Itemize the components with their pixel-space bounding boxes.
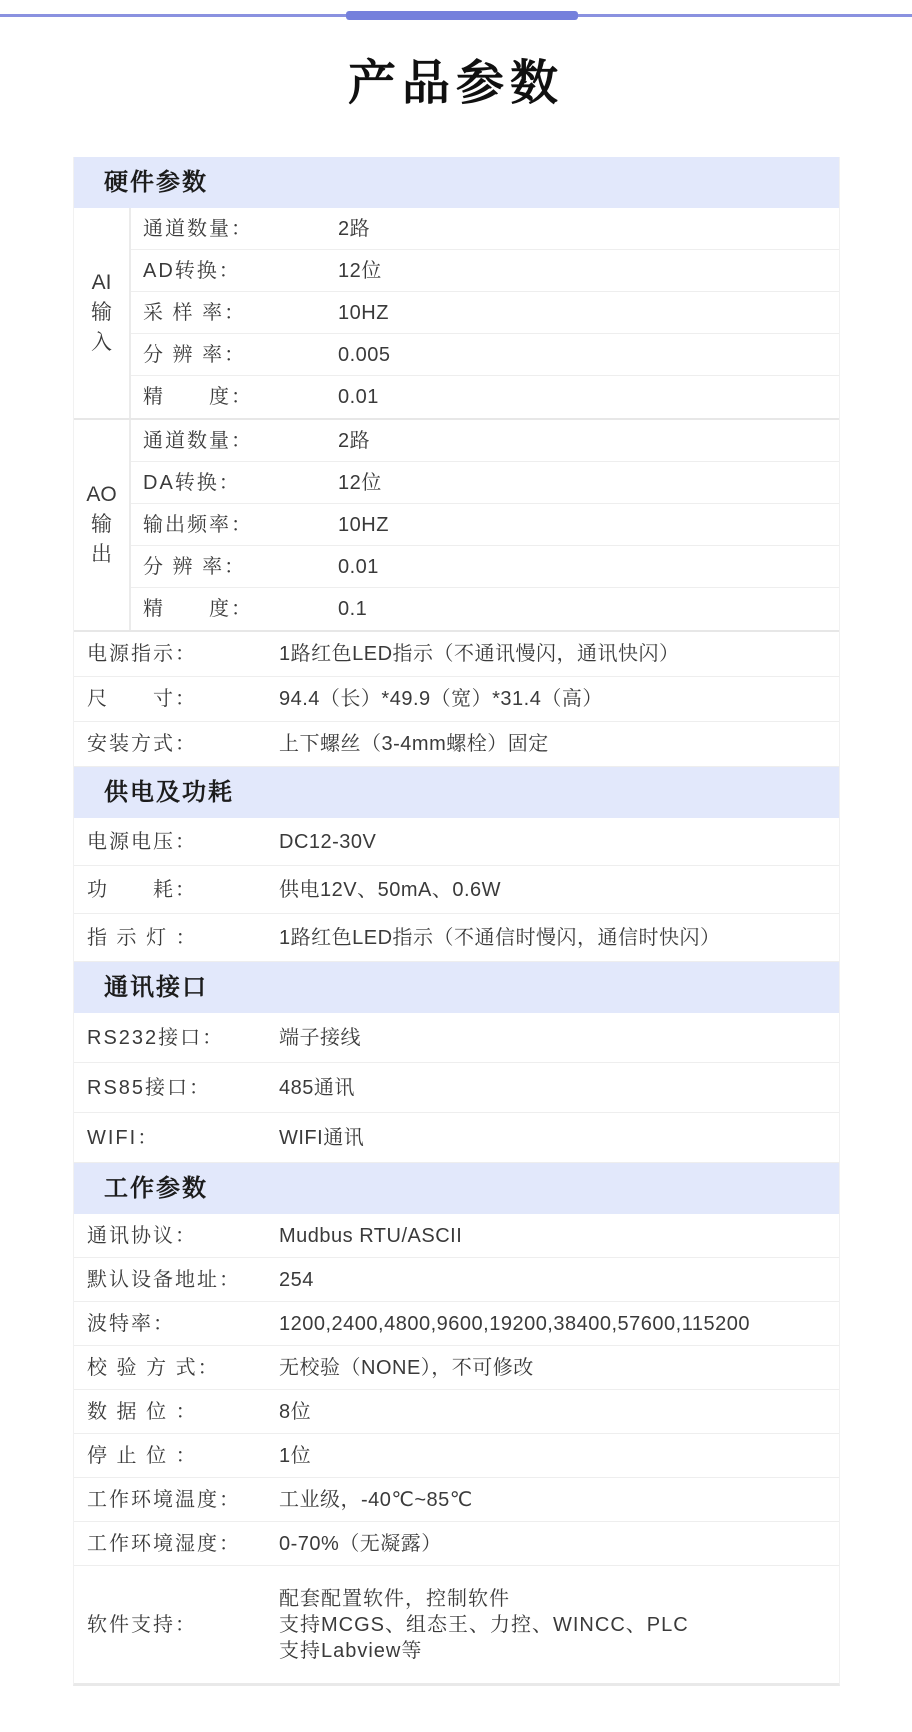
spec-value: 2路 — [338, 218, 371, 240]
spec-label: 停 止 位 ： — [87, 1445, 198, 1467]
spec-row — [74, 866, 839, 914]
spec-row — [74, 677, 839, 722]
spec-value: 10HZ — [338, 302, 389, 324]
spec-row — [131, 334, 839, 376]
spec-label: 通道数量： — [143, 218, 253, 240]
spec-value: 8位 — [279, 1401, 312, 1423]
spec-value: 485通讯 — [279, 1077, 355, 1099]
span-line: 入 — [91, 331, 112, 354]
software-support-line: 支持Labview等 — [279, 1639, 423, 1662]
comm-rows — [74, 1013, 839, 1163]
spec-value: 1200,2400,4800,9600,19200,38400,57600,115200 — [279, 1313, 750, 1335]
spec-row — [74, 1346, 839, 1390]
spec-row — [131, 588, 839, 630]
spec-label: 精 度： — [143, 598, 253, 620]
spec-value: WIFI通讯 — [279, 1127, 365, 1149]
spec-value: 10HZ — [338, 514, 389, 536]
spec-value: 254 — [279, 1269, 314, 1291]
spec-row — [74, 1258, 839, 1302]
spec-row — [74, 818, 839, 866]
spec-value: Mudbus RTU/ASCII — [279, 1225, 463, 1247]
spec-label: AD转换： — [143, 260, 241, 282]
spec-label: 功 耗： — [87, 879, 197, 901]
spec-value: 工业级，-40℃~85℃ — [279, 1489, 473, 1511]
spec-row — [74, 914, 839, 962]
top-accent-bar — [346, 11, 578, 20]
spec-label: 分 辨 率： — [143, 344, 247, 366]
spec-row — [74, 1113, 839, 1163]
group-span-label-ai — [74, 208, 131, 418]
spec-row — [131, 420, 839, 462]
spec-value: 1路红色LED指示（不通信时慢闪，通信时快闪） — [279, 927, 721, 949]
spec-row — [74, 1214, 839, 1258]
work-rows — [74, 1214, 839, 1683]
section-header-comm: 通讯接口 — [74, 962, 839, 1013]
section-header-work: 工作参数 — [74, 1163, 839, 1214]
spec-row — [74, 632, 839, 677]
spec-label: 校 验 方 式： — [87, 1357, 220, 1379]
spec-row — [74, 1063, 839, 1113]
spec-row — [74, 1390, 839, 1434]
spec-row — [74, 1434, 839, 1478]
spec-value-multiline — [279, 1586, 689, 1664]
spec-row — [74, 1302, 839, 1346]
span-line: AO — [86, 483, 117, 506]
spec-row — [74, 722, 839, 767]
spec-value: 2路 — [338, 430, 371, 452]
spec-label: 波特率： — [87, 1313, 175, 1335]
spec-value: 供电12V、50mA、0.6W — [279, 879, 502, 901]
spec-label: 工作环境湿度： — [87, 1533, 241, 1555]
spec-value: 无校验（NONE），不可修改 — [279, 1357, 534, 1379]
spec-row — [74, 1522, 839, 1566]
hardware-full-rows — [74, 632, 839, 767]
spec-value: 0.01 — [338, 386, 379, 408]
spec-table — [73, 157, 840, 1686]
spec-label: 采 样 率： — [143, 302, 247, 324]
group-rows-ao — [131, 420, 839, 630]
section-header-power: 供电及功耗 — [74, 767, 839, 818]
spec-label: DA转换： — [143, 472, 241, 494]
spec-row — [131, 504, 839, 546]
spec-row — [131, 546, 839, 588]
spec-label: 软件支持： — [87, 1613, 197, 1636]
spec-label: 安装方式： — [87, 733, 197, 755]
spec-label: 输出频率： — [143, 514, 253, 536]
power-rows — [74, 818, 839, 962]
spec-value: 0-70%（无凝露） — [279, 1533, 442, 1555]
span-line: 出 — [91, 543, 112, 566]
software-support-line: 支持MCGS、组态王、力控、WINCC、PLC — [279, 1613, 689, 1636]
spec-value: 12位 — [338, 260, 382, 282]
spec-row-software-support — [74, 1566, 839, 1683]
spec-value: 端子接线 — [279, 1027, 361, 1049]
spec-row — [131, 292, 839, 334]
spec-row — [74, 1478, 839, 1522]
spec-row — [131, 462, 839, 504]
spec-label: 指 示 灯 ： — [87, 927, 198, 949]
spec-value: 1路红色LED指示（不通讯慢闪，通讯快闪） — [279, 643, 680, 665]
spec-label: 默认设备地址： — [87, 1269, 241, 1291]
spec-row — [131, 250, 839, 292]
spec-value: 0.01 — [338, 556, 379, 578]
spec-row — [131, 376, 839, 418]
spec-label: 分 辨 率： — [143, 556, 247, 578]
spec-label: 通讯协议： — [87, 1225, 197, 1247]
span-line: 输 — [91, 513, 112, 536]
spec-value: 上下螺丝（3-4mm螺栓）固定 — [279, 733, 549, 755]
spec-value: 94.4（长）*49.9（宽）*31.4（高） — [279, 688, 603, 710]
spec-label: RS232接口： — [87, 1027, 225, 1049]
spec-label: 尺 寸： — [87, 688, 197, 710]
page-title: 产品参数 — [347, 57, 564, 110]
spec-row — [74, 1013, 839, 1063]
spec-value: 1位 — [279, 1445, 312, 1467]
span-line: AI — [91, 271, 112, 294]
group-span-label-ao — [74, 420, 131, 630]
spec-label: WIFI： — [87, 1127, 160, 1149]
spec-row — [131, 208, 839, 250]
hardware-group-ao — [74, 420, 839, 632]
spec-value: 12位 — [338, 472, 382, 494]
spec-label: 电源电压： — [87, 831, 197, 853]
hardware-group-ai — [74, 208, 839, 420]
spec-label: 工作环境温度： — [87, 1489, 241, 1511]
spec-value: 0.1 — [338, 598, 368, 620]
spec-value: DC12-30V — [279, 831, 377, 853]
spec-label: 精 度： — [143, 386, 253, 408]
spec-value: 0.005 — [338, 344, 391, 366]
spec-label: RS85接口： — [87, 1077, 212, 1099]
software-support-line: 配套配置软件，控制软件 — [279, 1587, 510, 1610]
spec-label: 通道数量： — [143, 430, 253, 452]
group-rows-ai — [131, 208, 839, 418]
spec-label: 电源指示： — [87, 643, 197, 665]
section-header-hardware: 硬件参数 — [74, 157, 839, 208]
spec-label: 数 据 位 ： — [87, 1401, 198, 1423]
span-line: 输 — [91, 301, 112, 324]
